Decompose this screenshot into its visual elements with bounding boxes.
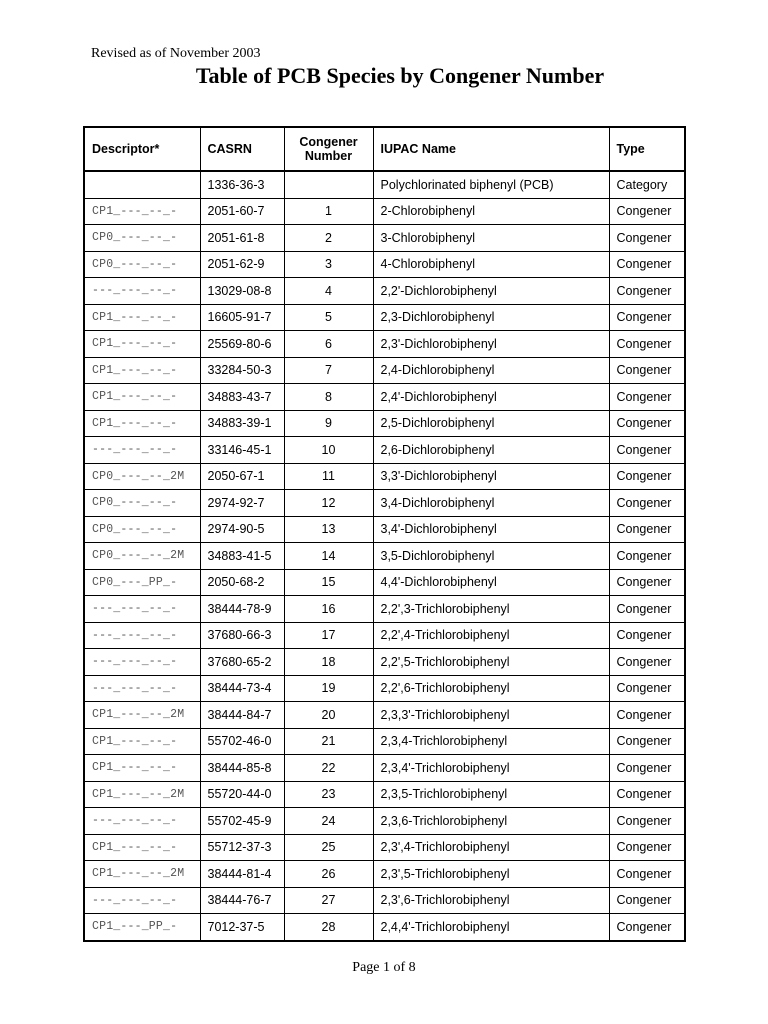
congener-number-cell: 19 [284, 675, 373, 702]
iupac-name-cell: 2,4'-Dichlorobiphenyl [373, 384, 609, 411]
descriptor-cell: ---_---_--_- [84, 887, 200, 914]
congener-number-cell: 20 [284, 702, 373, 729]
table-row [84, 675, 685, 702]
descriptor-cell: CP0_---_--_2M [84, 463, 200, 490]
casrn-cell: 25569-80-6 [200, 331, 284, 358]
table-header-row [84, 127, 685, 171]
iupac-name-cell: 2,3',4-Trichlorobiphenyl [373, 834, 609, 861]
type-cell: Congener [609, 887, 685, 914]
casrn-cell: 55712-37-3 [200, 834, 284, 861]
iupac-name-cell: 3,3'-Dichlorobiphenyl [373, 463, 609, 490]
type-cell: Congener [609, 861, 685, 888]
iupac-name-cell: 2,6-Dichlorobiphenyl [373, 437, 609, 464]
type-cell: Congener [609, 649, 685, 676]
table-row [84, 808, 685, 835]
casrn-cell: 55702-45-9 [200, 808, 284, 835]
iupac-name-cell: 2,3',5-Trichlorobiphenyl [373, 861, 609, 888]
table-row [84, 543, 685, 570]
type-cell: Congener [609, 278, 685, 305]
iupac-name-cell: 2,3-Dichlorobiphenyl [373, 304, 609, 331]
descriptor-cell: CP1_---_PP_- [84, 914, 200, 941]
descriptor-cell: CP1_---_--_2M [84, 781, 200, 808]
iupac-name-cell: 3,4'-Dichlorobiphenyl [373, 516, 609, 543]
table-row [84, 887, 685, 914]
congener-number-cell: 23 [284, 781, 373, 808]
congener-number-cell: 18 [284, 649, 373, 676]
table-row [84, 331, 685, 358]
type-cell: Congener [609, 808, 685, 835]
congener-number-cell: 21 [284, 728, 373, 755]
iupac-name-cell: 2,2',5-Trichlorobiphenyl [373, 649, 609, 676]
casrn-cell: 2974-92-7 [200, 490, 284, 517]
type-cell: Congener [609, 834, 685, 861]
column-header-congener-number: Congener Number [284, 127, 373, 171]
casrn-cell: 38444-84-7 [200, 702, 284, 729]
congener-number-cell: 2 [284, 225, 373, 252]
casrn-cell: 37680-66-3 [200, 622, 284, 649]
iupac-name-cell: 2,3,5-Trichlorobiphenyl [373, 781, 609, 808]
casrn-cell: 7012-37-5 [200, 914, 284, 941]
descriptor-cell: CP0_---_--_2M [84, 543, 200, 570]
congener-number-cell: 27 [284, 887, 373, 914]
casrn-cell: 2974-90-5 [200, 516, 284, 543]
descriptor-cell: CP1_---_--_- [84, 834, 200, 861]
casrn-cell: 2051-61-8 [200, 225, 284, 252]
congener-number-cell: 1 [284, 198, 373, 225]
type-cell: Congener [609, 357, 685, 384]
descriptor-cell [84, 171, 200, 198]
iupac-name-cell: 2,2',4-Trichlorobiphenyl [373, 622, 609, 649]
type-cell: Congener [609, 516, 685, 543]
table-row [84, 357, 685, 384]
table-body [84, 171, 685, 941]
descriptor-cell: CP1_---_--_- [84, 384, 200, 411]
type-cell: Congener [609, 437, 685, 464]
descriptor-cell: ---_---_--_- [84, 649, 200, 676]
descriptor-cell: CP0_---_--_- [84, 516, 200, 543]
table-row [84, 198, 685, 225]
table-row [84, 384, 685, 411]
table-row [84, 834, 685, 861]
casrn-cell: 34883-39-1 [200, 410, 284, 437]
type-cell: Congener [609, 225, 685, 252]
type-cell: Congener [609, 251, 685, 278]
type-cell: Congener [609, 410, 685, 437]
congener-number-cell: 9 [284, 410, 373, 437]
revision-date: Revised as of November 2003 [91, 46, 261, 61]
type-cell: Congener [609, 543, 685, 570]
pcb-table [83, 126, 686, 942]
column-header-iupac-name: IUPAC Name [373, 127, 609, 171]
type-cell: Congener [609, 622, 685, 649]
congener-number-cell: 28 [284, 914, 373, 941]
congener-number-cell: 3 [284, 251, 373, 278]
descriptor-cell: CP1_---_--_- [84, 357, 200, 384]
descriptor-cell: ---_---_--_- [84, 278, 200, 305]
type-cell: Congener [609, 914, 685, 941]
table-row [84, 622, 685, 649]
casrn-cell: 1336-36-3 [200, 171, 284, 198]
table-row [84, 649, 685, 676]
table-row [84, 914, 685, 941]
table-row [84, 251, 685, 278]
iupac-name-cell: Polychlorinated biphenyl (PCB) [373, 171, 609, 198]
type-cell: Congener [609, 728, 685, 755]
table-row [84, 437, 685, 464]
type-cell: Congener [609, 304, 685, 331]
casrn-cell: 2050-67-1 [200, 463, 284, 490]
congener-number-cell: 7 [284, 357, 373, 384]
descriptor-cell: CP1_---_--_2M [84, 861, 200, 888]
table-row [84, 861, 685, 888]
descriptor-cell: CP1_---_--_- [84, 728, 200, 755]
casrn-cell: 13029-08-8 [200, 278, 284, 305]
casrn-cell: 34883-41-5 [200, 543, 284, 570]
congener-number-cell: 16 [284, 596, 373, 623]
casrn-cell: 55720-44-0 [200, 781, 284, 808]
table-row [84, 463, 685, 490]
descriptor-cell: CP1_---_--_- [84, 410, 200, 437]
type-cell: Congener [609, 331, 685, 358]
table-row [84, 702, 685, 729]
iupac-name-cell: 2,2',6-Trichlorobiphenyl [373, 675, 609, 702]
column-header-type: Type [609, 127, 685, 171]
congener-number-cell: 13 [284, 516, 373, 543]
congener-number-cell: 8 [284, 384, 373, 411]
congener-number-cell: 11 [284, 463, 373, 490]
iupac-name-cell: 3,5-Dichlorobiphenyl [373, 543, 609, 570]
casrn-cell: 34883-43-7 [200, 384, 284, 411]
table-row [84, 410, 685, 437]
iupac-name-cell: 2,4,4'-Trichlorobiphenyl [373, 914, 609, 941]
descriptor-cell: CP1_---_--_2M [84, 702, 200, 729]
descriptor-cell: CP1_---_--_- [84, 331, 200, 358]
type-cell: Congener [609, 569, 685, 596]
table-row [84, 516, 685, 543]
table-row [84, 304, 685, 331]
table-row [84, 278, 685, 305]
iupac-name-cell: 2,3,3'-Trichlorobiphenyl [373, 702, 609, 729]
casrn-cell: 38444-73-4 [200, 675, 284, 702]
type-cell: Congener [609, 755, 685, 782]
table-row [84, 728, 685, 755]
congener-number-cell: 10 [284, 437, 373, 464]
descriptor-cell: CP1_---_--_- [84, 198, 200, 225]
descriptor-cell: CP0_---_PP_- [84, 569, 200, 596]
congener-number-cell [284, 171, 373, 198]
descriptor-cell: ---_---_--_- [84, 808, 200, 835]
type-cell: Congener [609, 781, 685, 808]
type-cell: Congener [609, 490, 685, 517]
descriptor-cell: ---_---_--_- [84, 437, 200, 464]
iupac-name-cell: 2,3',6-Trichlorobiphenyl [373, 887, 609, 914]
iupac-name-cell: 2,3,6-Trichlorobiphenyl [373, 808, 609, 835]
iupac-name-cell: 2,2'-Dichlorobiphenyl [373, 278, 609, 305]
casrn-cell: 38444-76-7 [200, 887, 284, 914]
table-row [84, 569, 685, 596]
congener-number-cell: 15 [284, 569, 373, 596]
iupac-name-cell: 2,2',3-Trichlorobiphenyl [373, 596, 609, 623]
iupac-name-cell: 2,4-Dichlorobiphenyl [373, 357, 609, 384]
casrn-cell: 2051-60-7 [200, 198, 284, 225]
descriptor-cell: CP0_---_--_- [84, 251, 200, 278]
descriptor-cell: ---_---_--_- [84, 622, 200, 649]
congener-number-cell: 6 [284, 331, 373, 358]
table-row [84, 490, 685, 517]
casrn-cell: 33146-45-1 [200, 437, 284, 464]
descriptor-cell: ---_---_--_- [84, 596, 200, 623]
page-title: Table of PCB Species by Congener Number [195, 63, 605, 88]
type-cell: Category [609, 171, 685, 198]
table-row [84, 755, 685, 782]
iupac-name-cell: 2-Chlorobiphenyl [373, 198, 609, 225]
casrn-cell: 16605-91-7 [200, 304, 284, 331]
congener-number-cell: 22 [284, 755, 373, 782]
table-row [84, 171, 685, 198]
casrn-cell: 33284-50-3 [200, 357, 284, 384]
iupac-name-cell: 2,3,4-Trichlorobiphenyl [373, 728, 609, 755]
descriptor-cell: CP1_---_--_- [84, 755, 200, 782]
casrn-cell: 2051-62-9 [200, 251, 284, 278]
iupac-name-cell: 2,5-Dichlorobiphenyl [373, 410, 609, 437]
congener-number-cell: 24 [284, 808, 373, 835]
iupac-name-cell: 4-Chlorobiphenyl [373, 251, 609, 278]
iupac-name-cell: 2,3,4'-Trichlorobiphenyl [373, 755, 609, 782]
congener-number-cell: 4 [284, 278, 373, 305]
type-cell: Congener [609, 198, 685, 225]
descriptor-cell: CP1_---_--_- [84, 304, 200, 331]
table-row [84, 596, 685, 623]
type-cell: Congener [609, 596, 685, 623]
descriptor-cell: CP0_---_--_- [84, 490, 200, 517]
iupac-name-cell: 3-Chlorobiphenyl [373, 225, 609, 252]
descriptor-cell: CP0_---_--_- [84, 225, 200, 252]
congener-number-cell: 14 [284, 543, 373, 570]
type-cell: Congener [609, 463, 685, 490]
casrn-cell: 37680-65-2 [200, 649, 284, 676]
congener-number-cell: 17 [284, 622, 373, 649]
congener-number-cell: 12 [284, 490, 373, 517]
casrn-cell: 2050-68-2 [200, 569, 284, 596]
congener-number-cell: 5 [284, 304, 373, 331]
table-row [84, 225, 685, 252]
type-cell: Congener [609, 675, 685, 702]
casrn-cell: 38444-81-4 [200, 861, 284, 888]
iupac-name-cell: 2,3'-Dichlorobiphenyl [373, 331, 609, 358]
casrn-cell: 55702-46-0 [200, 728, 284, 755]
page-number: Page 1 of 8 [352, 960, 416, 975]
casrn-cell: 38444-78-9 [200, 596, 284, 623]
column-header-casrn: CASRN [200, 127, 284, 171]
column-header-descriptor: Descriptor* [84, 127, 200, 171]
type-cell: Congener [609, 384, 685, 411]
iupac-name-cell: 4,4'-Dichlorobiphenyl [373, 569, 609, 596]
congener-number-cell: 26 [284, 861, 373, 888]
casrn-cell: 38444-85-8 [200, 755, 284, 782]
descriptor-cell: ---_---_--_- [84, 675, 200, 702]
congener-number-cell: 25 [284, 834, 373, 861]
table-row [84, 781, 685, 808]
iupac-name-cell: 3,4-Dichlorobiphenyl [373, 490, 609, 517]
type-cell: Congener [609, 702, 685, 729]
